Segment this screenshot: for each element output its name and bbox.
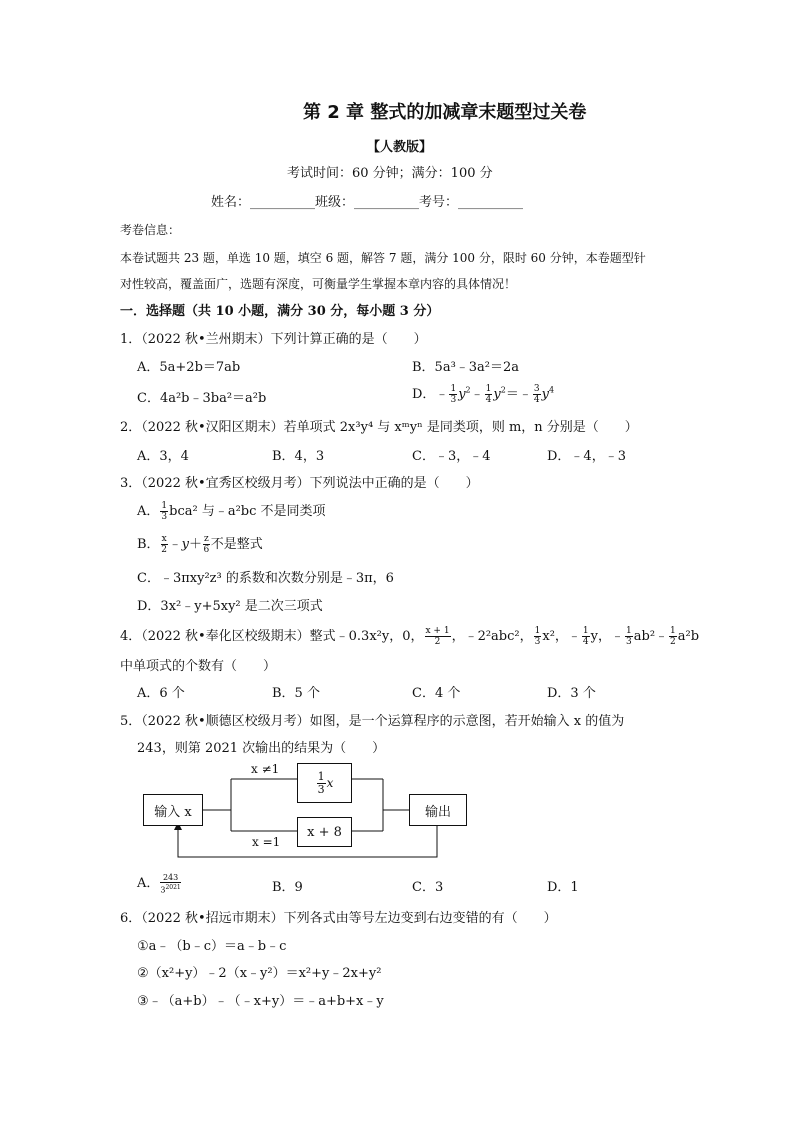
exam-info: 考试时间：60 分钟；满分：100 分 bbox=[287, 166, 493, 181]
q4-option-c: C．4 个 bbox=[412, 686, 461, 701]
q6-item-2: ②（x²+y）﹣2（x﹣y²）＝x²+y﹣2x+y² bbox=[137, 966, 382, 981]
q4-stem: 4．（2022 秋•奉化区校级期末）整式﹣0.3x²y，0， $\frac{x + 1}{2}$ ，﹣2²abc²， $\frac{1}{3}$ x²，﹣ $\frac{1}{4}$ y，﹣ $\frac{1}{3}$ ab²﹣ $\frac{1}{2}$ a²b bbox=[120, 626, 700, 647]
q1-option-d: D．﹣ $\frac{1}{3}$ $y^2﹣$ $\frac{1}{4}$ $y^2=﹣$ $\frac{3}{4}$ $y^4$ bbox=[412, 384, 555, 405]
q5-option-c: C．3 bbox=[412, 880, 444, 895]
q2-stem: 2．（2022 秋•汉阳区期末）若单项式 2x³y⁴ 与 xᵐyⁿ 是同类项，则 m，n 分别是（ ） bbox=[120, 420, 638, 435]
q6-item-1: ①a﹣（b﹣c）＝a﹣b﹣c bbox=[137, 939, 287, 954]
q2-option-d: D．﹣4，﹣3 bbox=[547, 449, 626, 464]
q5-stem: 5．（2022 秋•顺德区校级月考）如图，是一个运算程序的示意图，若开始输入 x 的值为 bbox=[120, 714, 625, 729]
page-title: 第 2 章 整式的加减章末题型过关卷 bbox=[303, 102, 587, 123]
q1-stem: 1．（2022 秋•兰州期末）下列计算正确的是（ ） bbox=[120, 332, 427, 347]
flow-output-box: 输出 bbox=[409, 794, 467, 826]
q3-option-b: B． $\frac{x}{2}$ ﹣y＋ $\frac{z}{6}$ 不是整式 bbox=[137, 534, 263, 555]
q3-option-c: C．﹣3πxy²z³ 的系数和次数分别是﹣3π，6 bbox=[137, 571, 394, 586]
edition-label: 【人教版】 bbox=[367, 140, 433, 155]
q4-stem-2: 中单项式的个数有（ ） bbox=[120, 659, 277, 674]
q3-option-d: D．3x²﹣y+5xy² 是二次三项式 bbox=[137, 599, 323, 614]
flow-op-top-box: $\frac{1}{3}$ x bbox=[297, 763, 352, 803]
flow-cond-bottom: x =1 bbox=[252, 835, 281, 849]
q1-option-c: C．4a²b﹣3ba²＝a²b bbox=[137, 391, 267, 406]
q6-item-3: ③﹣（a+b）﹣（﹣x+y）＝﹣a+b+x﹣y bbox=[137, 994, 384, 1009]
student-info-line: 姓名：__________班级：__________考号：__________ bbox=[211, 195, 524, 210]
q2-option-b: B．4，3 bbox=[272, 449, 325, 464]
flow-input-box: 输入 x bbox=[143, 794, 203, 826]
q1-option-a: A．5a+2b＝7ab bbox=[137, 360, 241, 375]
q3-stem: 3．（2022 秋•宜秀区校级月考）下列说法中正确的是（ ） bbox=[120, 476, 479, 491]
q5-option-b: B．9 bbox=[272, 880, 303, 895]
q4-option-b: B．5 个 bbox=[272, 686, 320, 701]
notice-line-1: 本卷试题共 23 题，单选 10 题，填空 6 题，解答 7 题，满分 100 分，限时 60 分钟，本卷题型针 bbox=[120, 251, 646, 265]
flow-cond-top: x ≠1 bbox=[251, 762, 280, 776]
flow-op-bottom-box: x + 8 bbox=[297, 817, 352, 847]
q2-option-a: A．3，4 bbox=[137, 449, 189, 464]
notice-line-2: 对性较高，覆盖面广，选题有深度，可衡量学生掌握本章内容的具体情况！ bbox=[120, 277, 517, 291]
q4-option-a: A．6 个 bbox=[137, 686, 185, 701]
q5-stem-2: 243，则第 2021 次输出的结果为（ ） bbox=[137, 741, 386, 756]
q4-option-d: D．3 个 bbox=[547, 686, 596, 701]
q5-option-d: D．1 bbox=[547, 880, 579, 895]
section-heading: 一．选择题（共 10 小题，满分 30 分，每小题 3 分） bbox=[120, 304, 440, 319]
q2-option-c: C．﹣3，﹣4 bbox=[412, 449, 491, 464]
q1-option-b: B．5a³﹣3a²＝2a bbox=[412, 360, 520, 375]
notice-heading: 考卷信息： bbox=[120, 223, 181, 237]
q3-option-a: A． $\frac{1}{3}$ bca² 与﹣a²bc 不是同类项 bbox=[137, 501, 326, 522]
q5-option-a: A． $\frac{243}{3^{2021}}$ bbox=[137, 872, 181, 895]
q6-stem: 6．（2022 秋•招远市期末）下列各式由等号左边变到右边变错的有（ ） bbox=[120, 911, 557, 926]
